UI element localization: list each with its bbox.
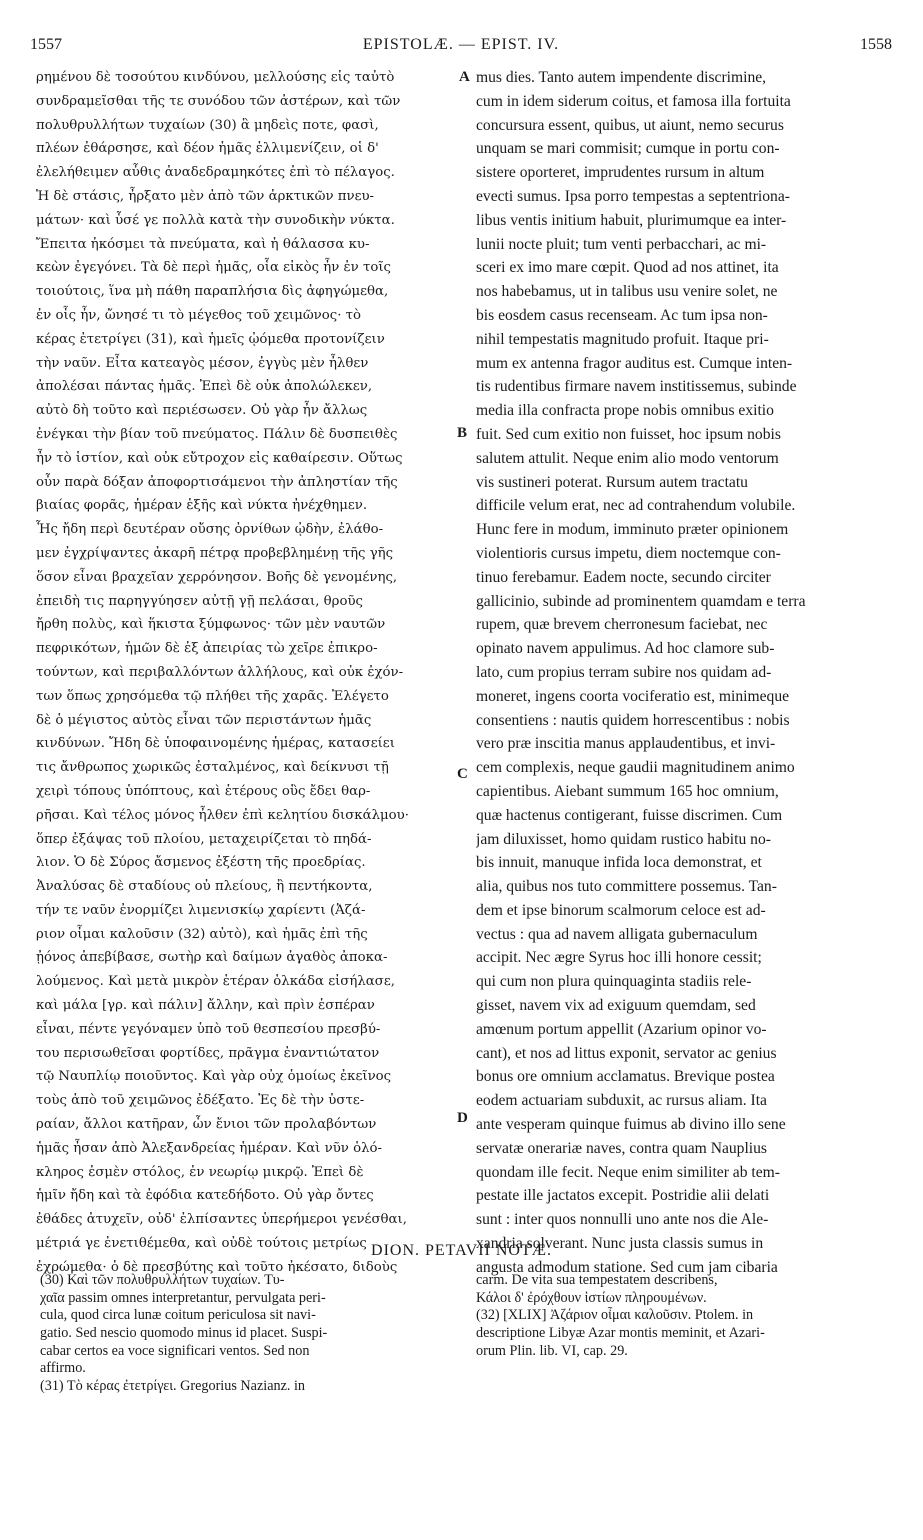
section-marker-b: B	[457, 425, 468, 441]
greek-text-line: πλέων ἐθάρσησε, καὶ δέον ἡμᾶς ἐλλιμενίζειν, οἱ δ'	[36, 141, 379, 157]
greek-text-line: λούμενος. Καὶ μετὰ μικρὸν ἑτέραν ὁλκάδα εἰσήλασε,	[36, 974, 395, 990]
latin-text-line: ante vesperam quinque fuimus ab divino illo sene	[476, 1116, 786, 1134]
greek-text-line: συνδραμεῖσθαι τῆς τε συνόδου τῶν ἀστέρων, καὶ τῶν	[36, 93, 401, 109]
greek-text-line: κινδύνων. Ἤδη δὲ ὑποφαινομένης ἡμέρας, κατασείει	[36, 736, 395, 752]
latin-text-line: tinuo ferebamur. Eadem nocte, secundo circiter	[476, 568, 771, 586]
greek-text-line: κεὼν ἐγεγόνει. Τὰ δὲ περὶ ἡμᾶς, οἷα εἰκὸς ἦν ἐν τοῖς	[36, 260, 391, 276]
note-line: orum Plin. lib. VI, cap. 29.	[476, 1342, 628, 1359]
latin-text-line: eodem actuariam subduxit, ac rursus aliam. Ita	[476, 1092, 767, 1110]
greek-text-line: ρῆσαι. Καὶ τέλος μόνος ἦλθεν ἐπὶ κελητίου δισκάλμου·	[36, 807, 409, 823]
greek-text-line: οὖν παρὰ δόξαν ἀποφορτισάμενοι τὴν ἀπληστίαν τῆς	[36, 474, 398, 490]
note-line: affirmo.	[40, 1360, 86, 1377]
latin-text-line: mus dies. Tanto autem impendente discrimine,	[476, 69, 767, 86]
page-header	[30, 36, 892, 56]
latin-text-line: qui cum non plura quinquaginta stadiis rele-	[476, 973, 752, 991]
greek-text-line: Ἧς ἤδη περὶ δευτέραν οὔσης ὀρνίθων ᾠδὴν, ἐλάθο-	[36, 522, 384, 538]
greek-text-line: τοιούτοις, ἵνα μὴ πάθη παραπλήσια δὶς ἀφηγώμεθα,	[36, 284, 389, 300]
note-line: carm. De vita sua tempestatem describens,	[476, 1272, 718, 1288]
greek-text-line: μεν ἐγχρίψαντες ἀκαρῆ πέτρᾳ προβεβλημένῃ τῆς γῆς	[36, 545, 394, 561]
greek-text-line: τις ἄνθρωπος χωρικῶς ἐσταλμένος, καὶ δείκνυσι τῇ	[36, 760, 389, 776]
note-line: χαῖα passim omnes interpretantur, pervulgata peri-	[40, 1289, 326, 1306]
latin-text-line: nos habebamus, ut in talibus usu venire solet, ne	[476, 283, 778, 301]
greek-text-line: ριον οἶμαι καλοῦσιν (32) αὐτὸ), καὶ ἡμᾶς ἐπὶ τῆς	[36, 926, 368, 942]
greek-text-line: του περισωθεῖσαι φορτίδες, πρᾶγμα ἐναντιώτατον	[36, 1045, 380, 1061]
latin-text-line: sceri ex imo mare cœpit. Quod ad nos attinet, ita	[476, 259, 779, 277]
greek-text-line: ἀπολέσαι πάντας ἡμᾶς. Ἐπεὶ δὲ οὐκ ἀπολώλεκεν,	[36, 379, 373, 395]
greek-text-line: τούντων, καὶ περιβαλλόντων ἀλλήλους, καὶ οὐκ ἐχόν-	[36, 664, 404, 680]
greek-text-line: ἐλελήθειμεν αὖθις ἀναδεδραμηκότες ἐπὶ τὸ πέλαγος.	[36, 165, 395, 181]
latin-text-line: xandria solverant. Nunc justa classis sumus in	[476, 1235, 764, 1253]
latin-text-line: unquam se mari commisit; cumque in portu con-	[476, 140, 780, 158]
notes-left-column	[40, 1272, 452, 1396]
greek-text-line: ραίαν, ἄλλοι κατῆραν, ὧν ἔνιοι τῶν προλαβόντων	[36, 1117, 377, 1133]
latin-text-line: gisset, navem vix ad exiguum quemdam, sed	[476, 997, 756, 1015]
section-marker-d: D	[457, 1110, 468, 1126]
note-line: gatio. Sed nescio quomodo minus id placet. Suspi-	[40, 1325, 328, 1342]
greek-text-line: κληρος ἐσμὲν στόλος, ἐν νεωρίῳ μικρῷ. Ἐπεὶ δὲ	[36, 1164, 364, 1180]
greek-text-line: κέρας ἐτετρίγει (31), καὶ ἡμεῖς ᾠόμεθα προτονίζειν	[36, 331, 385, 347]
greek-text-line: ἐχρώμεθα· ὁ δὲ πρεσβύτης καὶ τοῦτο ἠκέσατο, διδοὺς	[36, 1259, 398, 1275]
latin-text-line: vero præ inscitia manus applaudentibus, et invi-	[476, 735, 776, 753]
latin-text-line: servatæ onerariæ naves, contra quam Nauplius	[476, 1139, 767, 1157]
latin-text-line: alia, quibus nos tuto committere possemus. Tan-	[476, 878, 777, 896]
greek-text-line: τήν τε ναῦν ἐνορμίζει λιμενισκίῳ χαρίεντι (Ἀζά-	[36, 902, 366, 918]
latin-text-line: moneret, ingens coorta vociferatio est, minimeque	[476, 687, 790, 705]
latin-text-line: amœnum portum appellit (Azarium opinor vo-	[476, 1020, 767, 1038]
notes-right-column	[476, 1272, 892, 1360]
note-line: descriptione Libyæ Azar montis meminit, et Azari-	[476, 1325, 765, 1342]
latin-text-line: libus ventis initium habuit, plurimumque ea inter-	[476, 211, 787, 229]
note-line: Κάλοι δ' ἐρόχθουν ἱστίων πληρουμένων.	[476, 1289, 707, 1306]
greek-text-line: βιαίας φορᾶς, ἡμέραν ἑξῆς καὶ νύκτα ἠνέχθημεν.	[36, 498, 368, 514]
latin-text-line: difficile velum erat, nec ad contrahendum volubile.	[476, 497, 796, 515]
note-line: (30) Καὶ τῶν πολυθρυλλήτων τυχαίων. Τυ-	[40, 1272, 285, 1288]
greek-text-line: ἐπειδὴ τις παρηγγύησεν αὐτῇ γῇ πελάσαι, θροῦς	[36, 593, 364, 609]
greek-text-line: λιον. Ὁ δὲ Σύρος ἄσμενος ἐξέστη τῆς προεδρίας.	[36, 855, 366, 871]
greek-text-line: ἐν οἷς ἦν, ὤνησέ τι τὸ μέγεθος τοῦ χειμῶνος· τὸ	[36, 307, 362, 323]
note-line: (32) [XLIX] Ἀζάριον οἶμαι καλοῦσιν. Ptolem. in	[476, 1307, 754, 1324]
latin-text-line: vectus : qua ad navem alligata gubernaculum	[476, 925, 758, 943]
greek-text-line: τῷ Ναυπλίῳ ποιοῦντος. Καὶ γὰρ οὐχ ὁμοίως ἐκεῖνος	[36, 1069, 392, 1085]
latin-text-line: lato, cum propius terram subire nos quidam ad-	[476, 663, 772, 681]
latin-text-line: accipit. Nec ægre Syrus hoc illi honore cessit;	[476, 949, 762, 967]
latin-text-line: Hunc fere in modum, imminuto præter opinionem	[476, 521, 789, 539]
latin-text-line: bis eosdem casus recenseam. Ac tum ipsa non-	[476, 306, 768, 324]
greek-text-line: Ἔπειτα ἠκόσμει τὰ πνεύματα, καὶ ἡ θάλασσα κυ-	[36, 236, 370, 252]
greek-text-line: καὶ μάλα [γρ. καὶ πάλιν] ἄλλην, καὶ πρὶν ἑσπέραν	[36, 998, 375, 1014]
latin-text-line: concursura essent, quibus, ut aiunt, nemo securus	[476, 116, 784, 134]
latin-text-line: fuit. Sed cum exitio non fuisset, hoc ipsum nobis	[476, 425, 781, 443]
latin-text-line: quæ hactenus contigerant, fuisse discrimen. Cum	[476, 806, 783, 824]
greek-text-line: χειρὶ τόπους ὑπόπτους, καὶ ἑτέρους οὓς ἔδει θαρ-	[36, 783, 371, 799]
latin-text-line: opinato navem appulimus. Ad hoc clamore sub-	[476, 640, 775, 658]
latin-text-line: bis innuit, manuque infida loca demonstrat, et	[476, 854, 762, 872]
note-line: cabar certos ea voce significari ventos. Sed non	[40, 1342, 310, 1359]
note-line: (31) Τὸ κέρας ἐτετρίγει. Gregorius Nazianz. in	[40, 1378, 306, 1395]
greek-text-line: ἡμᾶς ἦσαν ἀπὸ Ἀλεξανδρείας ἡμέραν. Καὶ νῦν ὁλό-	[36, 1140, 383, 1156]
greek-text-line: ἐνέγκαι τὴν βίαν τοῦ πνεύματος. Πάλιν δὲ δυσπειθὲς	[36, 426, 398, 442]
greek-text-line: μέτριά γε ἐνετιθέμεθα, καὶ οὐδὲ τούτοις μετρίως	[36, 1236, 367, 1252]
running-title: EPISTOLÆ. — EPIST. IV.	[362, 36, 560, 53]
greek-text-line: εἶναι, πέντε γεγόναμεν ὑπὸ τοῦ θεσπεσίου πρεσβύ-	[36, 1021, 381, 1037]
latin-text-line: cem complexis, neque gaudii magnitudinem animo	[476, 759, 795, 777]
latin-text-line: cum in idem siderum coitus, et famosa illa fortuita	[476, 92, 791, 110]
latin-text-line: consentiens : nautis quidem horrescentibus : nobis	[476, 711, 790, 729]
latin-text-line: mum ex antenna fragor auditus est. Cumque inten-	[476, 354, 793, 372]
latin-text-line: lunii nocte pluit; tum venti perbacchari, ac mi-	[476, 235, 767, 253]
greek-text-column	[36, 66, 454, 1280]
greek-text-line: ἐθάδες ἀτυχεῖν, οὐδ' ἐλπίσαντες ὑπερήμεροι γενέσθαι,	[36, 1212, 407, 1228]
latin-text-line: cant), et nos ad littus exponit, servator ac genius	[476, 1044, 777, 1062]
latin-text-line: bonus ore omnium acclamatus. Brevique postea	[476, 1068, 775, 1086]
greek-text-line: ἤρθη πολὺς, καὶ ἥκιστα ξύμφωνος· τῶν μὲν ναυτῶν	[36, 617, 386, 633]
greek-text-line: μάτων· καὶ ὗσέ γε πολλὰ κατὰ τὴν συνοδικὴν νύκτα.	[36, 212, 395, 228]
latin-text-line: sunt : inter quos nonnulli uno ante nos die Ale-	[476, 1211, 769, 1229]
note-line: cula, quod circa lunæ coitum periculosa sit navi-	[40, 1307, 316, 1324]
greek-text-line: ἦν τὸ ἱστίον, καὶ οὐκ εὔτροχον εἰς καθαίρεσιν. Οὕτως	[36, 450, 403, 466]
latin-text-line: pestate ille jactatos excepit. Postridie alii delati	[476, 1187, 770, 1205]
section-marker-a: A	[459, 69, 470, 85]
greek-text-line: τὴν ναῦν. Εἶτα κατεαγὸς μέσον, ἐγγὺς μὲν ἦλθεν	[36, 355, 369, 371]
greek-text-line: ὅσον εἶναι βραχεῖαν χερρόνησον. Βοῆς δὲ γενομένης,	[36, 569, 398, 585]
greek-text-line: αὐτὸ δὴ τοῦτο καὶ περιέσωσεν. Οὐ γὰρ ἦν ἄλλως	[36, 403, 368, 419]
latin-text-line: salutem attulit. Neque enim alio modo ventorum	[476, 449, 779, 467]
latin-text-line: violentioris cursus impetu, diem noctemque con-	[476, 544, 781, 562]
latin-text-line: jam diluxisset, homo quidam rustico habitu no-	[476, 830, 771, 848]
greek-text-line: ρημένου δὲ τοσούτου κινδύνου, μελλούσης εἰς ταὐτὸ	[36, 70, 395, 85]
latin-text-line: angusta admodum statione. Sed cum jam cibaria	[476, 1258, 778, 1276]
page-number-left: 1557	[30, 36, 62, 53]
greek-text-line: πολυθρυλλήτων τυχαίων (30) ἃ μηδεὶς ποτε, φασὶ,	[36, 117, 379, 133]
greek-text-line: των ὅπως χρησόμεθα τῷ πλήθει τῆς χαρᾶς. Ἐλέγετο	[36, 688, 389, 704]
greek-text-line: τοὺς ἀπὸ τοῦ χειμῶνος ἐδέξατο. Ἐς δὲ τὴν ὑστε-	[36, 1093, 365, 1109]
latin-text-line: gallicinio, subinde ad prominentem quamdam e terra	[476, 592, 806, 610]
latin-text-line: quondam ille fecit. Neque enim similiter ab tem-	[476, 1163, 780, 1181]
latin-text-line: evecti sumus. Ipsa porro tempestas a septentriona-	[476, 187, 790, 205]
latin-text-line: rupem, quæ brevem cherronesum faciebat, nec	[476, 616, 768, 634]
greek-text-line: ἡμῖν ἤδη καὶ τὰ ἐφόδια κατεδήδοτο. Οὐ γὰρ ὄντες	[36, 1188, 374, 1204]
greek-text-line: Ἀναλύσας δὲ σταδίους οὐ πλείους, ἢ πεντήκοντα,	[36, 879, 373, 895]
latin-text-line: media illa confracta prope nobis omnibus exitio	[476, 402, 774, 420]
greek-text-line: δὲ ὁ μέγιστος αὐτὸς εἶναι τῶν περιστάντων ἡμᾶς	[36, 712, 372, 728]
latin-text-line: nihil tempestatis magnitudo profuit. Itaque pri-	[476, 330, 769, 348]
greek-text-line: πεφρικότων, ἡμῶν δὲ ἐξ ἀπειρίας τὼ χεῖρε ἐπικρο-	[36, 641, 378, 657]
latin-text-line: vis sustineri poterat. Rursum autem tractatu	[476, 473, 748, 491]
latin-text-column	[476, 66, 892, 1280]
page-number-right: 1558	[860, 36, 892, 53]
greek-text-line: ὅπερ ἐξάψας τοῦ πλοίου, μεταχειρίζεται τὸ πηδά-	[36, 831, 372, 847]
notes-title: DION. PETAVII NOTÆ.	[371, 1242, 552, 1259]
latin-text-line: dem et ipse binorum scalmorum celoce est ad-	[476, 901, 766, 919]
latin-text-line: sistere oporteret, imprudentes rursum in altum	[476, 164, 765, 182]
greek-text-line: Ἡ δὲ στάσις, ἦρξατο μὲν ἀπὸ τῶν ἀρκτικῶν πνευ-	[36, 188, 375, 204]
greek-text-line: ᾐόνος ἀπεβίβασε, σωτὴρ καὶ δαίμων ἀγαθὸς ἀποκα-	[36, 950, 388, 966]
latin-text-line: tis rudentibus firmare navem institissemus, subinde	[476, 378, 797, 396]
latin-text-line: capientibus. Aiebant summum 165 hoc omnium,	[476, 782, 779, 800]
section-marker-c: C	[457, 766, 468, 782]
